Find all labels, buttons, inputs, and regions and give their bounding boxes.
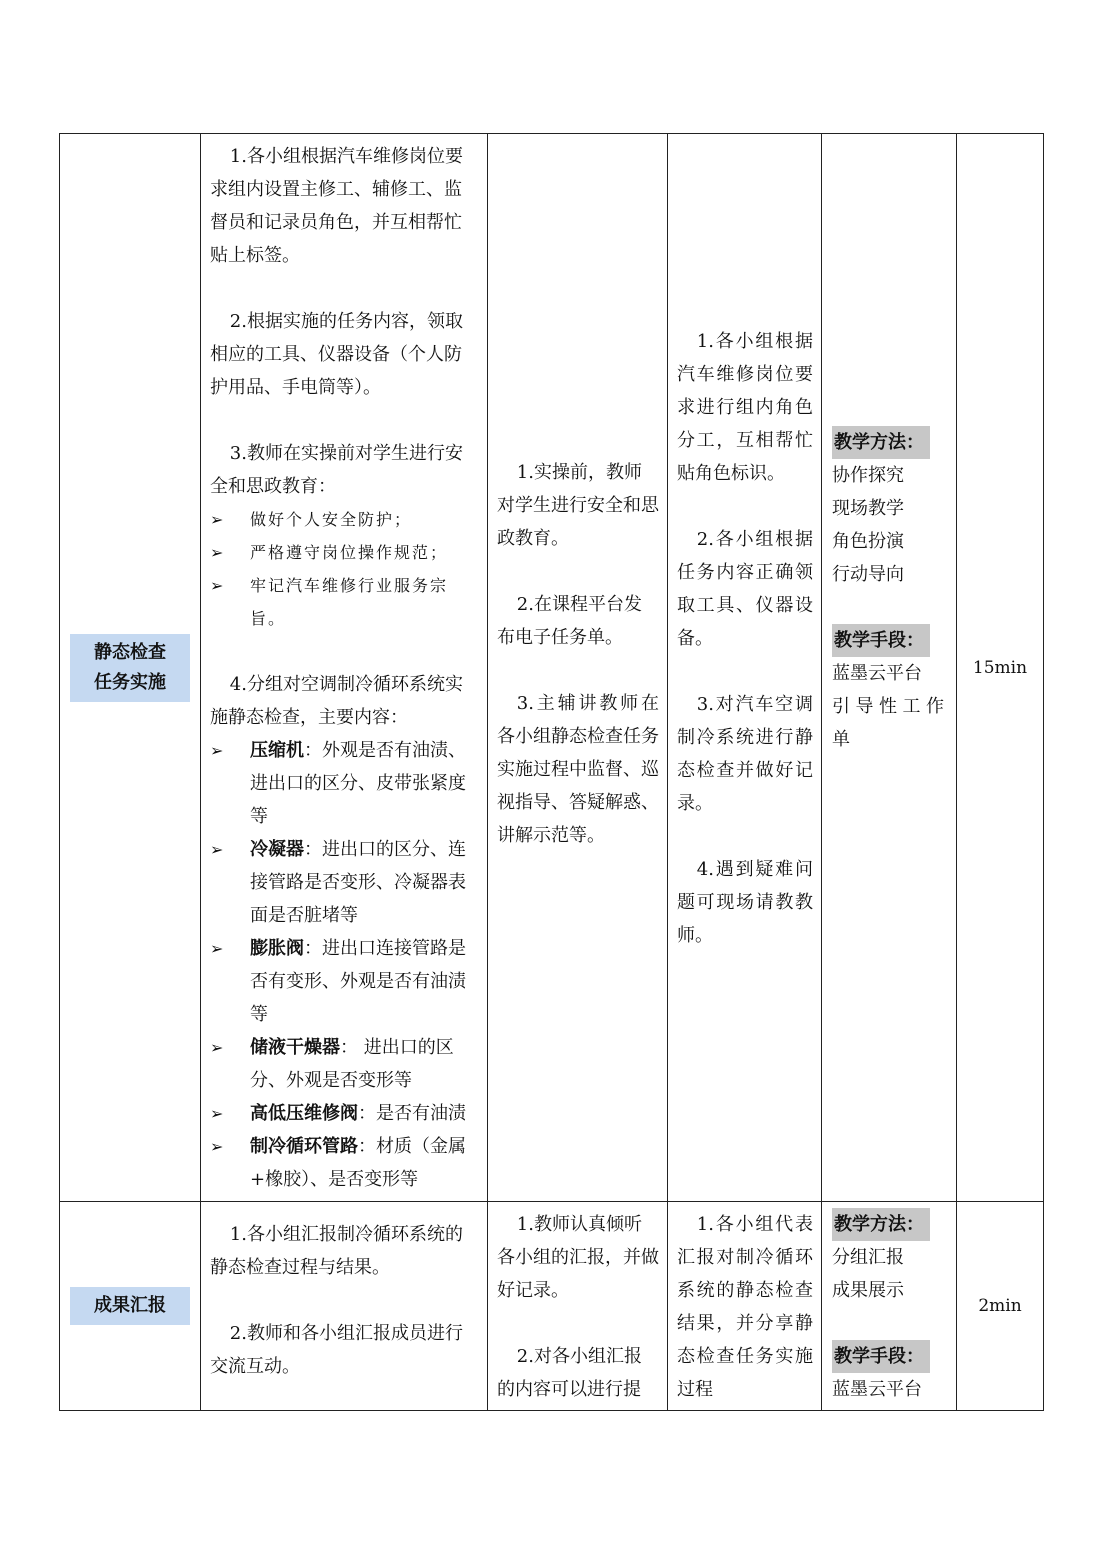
teacher-paragraph: 1.教师认真倾听各小组的汇报，并做好记录。 — [497, 1214, 659, 1301]
list-item: ➢ 冷凝器：进出口的区分、连接管路是否变形、冷凝器表面是否脏堵等 — [210, 833, 479, 932]
student-activities-cell — [201, 1202, 488, 1411]
student-activities-cell — [201, 134, 488, 1202]
arrow-bullet-icon: ➢ — [210, 510, 224, 529]
list-item: ➢ 高低压维修阀：是否有油渍 — [210, 1097, 479, 1130]
list-item: ➢ 严格遵守岗位操作规范； — [210, 536, 479, 569]
stage-cell — [60, 1202, 201, 1411]
student-tasks-cell — [668, 134, 822, 1202]
activity-paragraph: 1.各小组汇报制冷循环系统的静态检查过程与结果。 — [210, 1224, 463, 1278]
task-paragraph: 2.各小组根据任务内容正确领取工具、仪器设备。 — [677, 529, 813, 649]
arrow-bullet-icon: ➢ — [210, 939, 224, 958]
method-cell — [822, 1202, 957, 1411]
means-heading: 教学手段： — [832, 1340, 930, 1373]
list-item: ➢ 做好个人安全防护； — [210, 503, 479, 536]
teacher-activities-cell — [488, 1202, 668, 1411]
arrow-bullet-icon: ➢ — [210, 576, 224, 595]
activity-paragraph: 4.分组对空调制冷循环系统实施静态检查，主要内容： — [210, 674, 463, 728]
time-cell — [957, 134, 1044, 1202]
method-heading: 教学方法： — [832, 426, 930, 459]
arrow-bullet-icon: ➢ — [210, 1038, 224, 1057]
method-item: 协作探究 — [832, 465, 904, 486]
method-item: 现场教学 — [832, 498, 904, 519]
duration: 15min — [972, 657, 1028, 678]
arrow-bullet-icon: ➢ — [210, 741, 224, 760]
stage-cell — [60, 134, 201, 1202]
list-item: ➢ 膨胀阀：进出口连接管路是否有变形、外观是否有油渍等 — [210, 932, 479, 1031]
table-row — [60, 134, 1044, 1202]
list-item: ➢ 压缩机：外观是否有油渍、进出口的区分、皮带张紧度等 — [210, 734, 479, 833]
method-heading: 教学方法： — [832, 1208, 930, 1241]
means-item: 蓝墨云平台 — [832, 663, 922, 684]
stage-label: 静态检查 任务实施 — [70, 634, 190, 702]
method-item: 成果展示 — [832, 1280, 904, 1301]
arrow-bullet-icon: ➢ — [210, 1137, 224, 1156]
method-item: 分组汇报 — [832, 1247, 904, 1268]
teacher-paragraph: 2.在课程平台发布电子任务单。 — [497, 593, 642, 648]
task-paragraph: 1.各小组根据汽车维修岗位要求进行组内角色分工，互相帮忙贴角色标识。 — [677, 331, 813, 484]
student-tasks-cell — [668, 1202, 822, 1411]
method-item: 角色扮演 — [832, 531, 904, 552]
task-paragraph: 1.各小组代表汇报对制冷循环系统的静态检查结果，并分享静态检查任务实施过程 — [677, 1214, 813, 1400]
activity-paragraph: 3.教师在实操前对学生进行安全和思政教育： — [210, 443, 463, 497]
list-item: ➢ 制冷循环管路：材质（金属+橡胶）、是否变形等 — [210, 1130, 479, 1196]
activity-paragraph: 2.教师和各小组汇报成员进行交流互动。 — [210, 1323, 463, 1377]
means-item: 蓝墨云平台 — [832, 1379, 922, 1400]
means-heading: 教学手段： — [832, 624, 930, 657]
teacher-activities-cell — [488, 134, 668, 1202]
table-row — [60, 1202, 1044, 1411]
arrow-bullet-icon: ➢ — [210, 1104, 224, 1123]
activity-paragraph: 1.各小组根据汽车维修岗位要求组内设置主修工、辅修工、监督员和记录员角色，并互相帮忙贴上标签。 — [210, 146, 463, 266]
stage-label: 成果汇报 — [70, 1287, 190, 1325]
method-item: 行动导向 — [832, 564, 904, 585]
task-paragraph: 3.对汽车空调制冷系统进行静态检查并做好记录。 — [677, 694, 813, 814]
teacher-paragraph: 2.对各小组汇报的内容可以进行提 — [497, 1346, 642, 1400]
activity-paragraph: 2.根据实施的任务内容，领取相应的工具、仪器设备（个人防护用品、手电筒等）。 — [210, 311, 463, 398]
arrow-bullet-icon: ➢ — [210, 543, 224, 562]
time-cell — [957, 1202, 1044, 1411]
teacher-paragraph: 3.主辅讲教师在各小组静态检查任务实施过程中监督、巡视指导、答疑解惑、讲解示范等。 — [497, 692, 659, 846]
method-cell — [822, 134, 957, 1202]
arrow-bullet-icon: ➢ — [210, 840, 224, 859]
list-item: ➢ 牢记汽车维修行业服务宗旨。 — [210, 569, 479, 635]
means-item: 引导性工作单 — [832, 696, 948, 750]
lesson-plan-table — [59, 133, 1044, 1411]
teacher-paragraph: 1.实操前，教师对学生进行安全和思政教育。 — [497, 461, 659, 549]
check-list — [210, 734, 479, 1196]
duration: 2min — [978, 1296, 1022, 1316]
task-paragraph: 4.遇到疑难问题可现场请教教师。 — [677, 859, 813, 946]
list-item: ➢ 储液干燥器： 进出口的区分、外观是否变形等 — [210, 1031, 479, 1097]
safety-list — [210, 503, 479, 635]
